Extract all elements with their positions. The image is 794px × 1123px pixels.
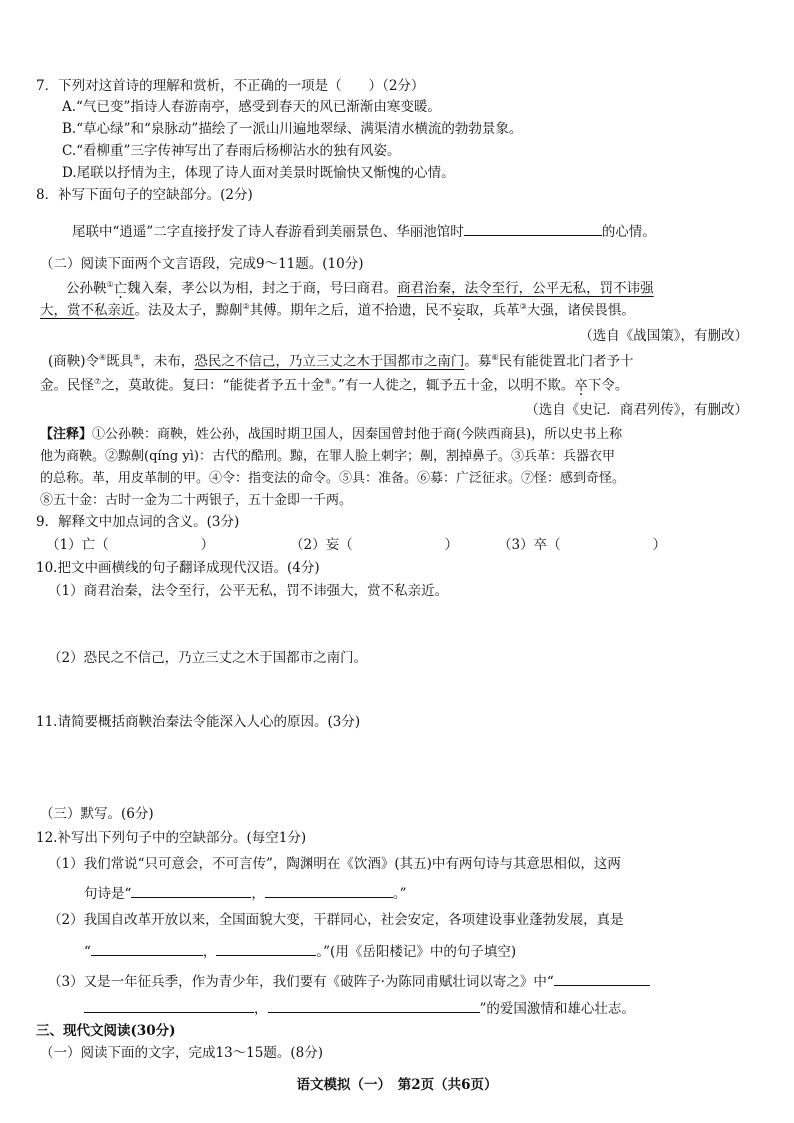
section-modern-heading: 三、现代文阅读(30分): [36, 1023, 176, 1039]
q9-item2: （2）妄（ ）: [290, 537, 459, 553]
underlined-sentence-1b: 大，赏不私亲近: [40, 302, 135, 319]
dotted-word-wang: 亡: [113, 280, 128, 297]
passage1-line2: 大，赏不私亲近。法及太子，黥劓②其傅。期年之后，道不拾遗，民不妄取，兵革③大强，诸侯畏惧。: [40, 302, 635, 319]
section3-heading: （三）默写。(6分): [40, 806, 154, 822]
q12-blank-5[interactable]: [84, 999, 254, 1013]
q12-blank-5a[interactable]: [554, 972, 650, 986]
passage2-line2: 金。民怪⑦之，莫敢徙。复曰：“能徙者予五十金⑧。”有一人徙之，辄予五十金，以明不欺。卒下令。: [40, 377, 629, 394]
page-footer: 语文模拟（一） 第2页（共6页）: [296, 1077, 498, 1093]
q12-item3-line1: （3）又是一年征兵季，作为青少年，我们要有《破阵子·为陈同甫赋壮词以寄之》中“: [48, 972, 650, 990]
notes-line1: 【注释】①公孙鞅：商鞅，姓公孙，战国时期卫国人，因秦国曾封他于商(今陕西商县)，所以史书上称: [40, 427, 623, 442]
q12-blank-3[interactable]: [91, 942, 203, 956]
q7-option-b: B.“草心绿”和“泉脉动”描绘了一派山川遍地翠绿、满渠清水横流的勃勃景象。: [62, 121, 523, 137]
q10-sentence-1: （1）商君治秦，法令至行，公平无私，罚不讳强大，赏不私亲近。: [48, 583, 449, 599]
q12-stem: 12.补写出下列句子中的空缺部分。(每空1分): [36, 830, 307, 846]
q8-text-start: 尾联中“逍遥”二字直接抒发了诗人春游看到美丽景色、华丽池馆时: [72, 224, 464, 240]
passage2-line1: (商鞅)令④既具⑤，未布，恐民之不信己，乃立三丈之木于国都市之南门。募⑥民有能徙置北门者予十: [48, 353, 634, 370]
q10-sentence-2: （2）恐民之不信己，乃立三丈之木于国都市之南门。: [48, 650, 368, 666]
q7-option-a: A.“气已变”指诗人春游南亭，感受到春天的风已渐渐由寒变暖。: [62, 99, 441, 115]
q8-text-end: 的心情。: [601, 224, 656, 240]
q12-item2-line1: （2）我国自改革开放以来，全国面貌大变，干群同心，社会安定，各项建设事业蓬勃发展，真是: [48, 912, 624, 928]
dotted-word-wang2: 妄: [452, 302, 466, 319]
q7-option-c: C.“看柳重”三字传神写出了春雨后杨柳沾水的独有风姿。: [62, 143, 401, 159]
q12-blank-4[interactable]: [216, 942, 316, 956]
q8-stem: 8．补写下面句子的空缺部分。(2分): [36, 187, 253, 203]
dotted-word-zu: 卒: [574, 377, 588, 394]
q9-stem: 9．解释文中加点词的含义。(3分): [36, 514, 240, 530]
notes-label: 【注释】: [40, 427, 93, 442]
q12-item1-line1: （1）我们常说“只可意会，不可言传”，陶渊明在《饮酒》(其五)中有两句诗与其意思相似，这两: [48, 856, 621, 872]
underlined-sentence-1a: 商君治秦，法令至行，公平无私，罚不讳强: [397, 280, 654, 297]
notes-line3: 的总称。革，用皮革制的甲。④令：指变法的命令。⑤具：准备。⑥募：广泛征求。⑦怪：感到奇怪。: [40, 471, 626, 486]
q12-blank-1[interactable]: [131, 884, 251, 898]
q8-fill-sentence: [72, 222, 656, 240]
passage1-line1: 公孙鞅①亡魏入秦，孝公以为相，封之于商，号曰商君。商君治秦，法令至行，公平无私，罚不讳强: [66, 280, 654, 297]
notes-line2: 他为商鞅。②黥劓(qíng yì)：古代的酷刑。黥，在罪人脸上刺字；劓，割掉鼻子。③兵革：兵器衣甲: [40, 449, 615, 464]
q12-item3-line2: ， ”的爱国激情和雄心壮志。: [84, 999, 635, 1017]
q8-answer-blank[interactable]: [464, 222, 602, 236]
q10-stem: 10.把文中画横线的句子翻译成现代汉语。(4分): [36, 560, 320, 576]
q7-option-d: D.尾联以抒情为主，体现了诗人面对美景时既愉快又惭愧的心情。: [62, 165, 455, 181]
q9-item3: （3）卒（ ）: [498, 537, 667, 553]
section2-heading: （二）阅读下面两个文言语段，完成9～11题。(10分): [40, 256, 364, 272]
underlined-sentence-2: 恐民之不信己，乃立三丈之木于国都市之南门: [194, 353, 465, 370]
q7-stem: 7．下列对这首诗的理解和赏析，不正确的一项是（ ）（2分）: [36, 78, 425, 94]
q12-blank-2[interactable]: [265, 884, 393, 898]
notes-line4: ⑧五十金：古时一金为二十两银子，五十金即一千两。: [40, 493, 353, 508]
passage2-source: （选自《史记．商君列传》，有删改）: [525, 402, 748, 418]
q12-blank-6[interactable]: [268, 999, 480, 1013]
passage1-source: （选自《战国策》，有删改）: [579, 328, 748, 344]
q9-item1: （1）亡（ ）: [46, 537, 215, 553]
q12-item2-line2: “ ， 。”(用《岳阳楼记》中的句子填空): [84, 944, 517, 960]
q11-stem: 11.请简要概括商鞅治秦法令能深入人心的原因。(3分): [36, 714, 361, 730]
section-modern-subheading: （一）阅读下面的文字，完成13～15题。(8分): [40, 1045, 323, 1061]
q12-item1-line2: 句诗是“ ， 。”: [84, 886, 407, 902]
